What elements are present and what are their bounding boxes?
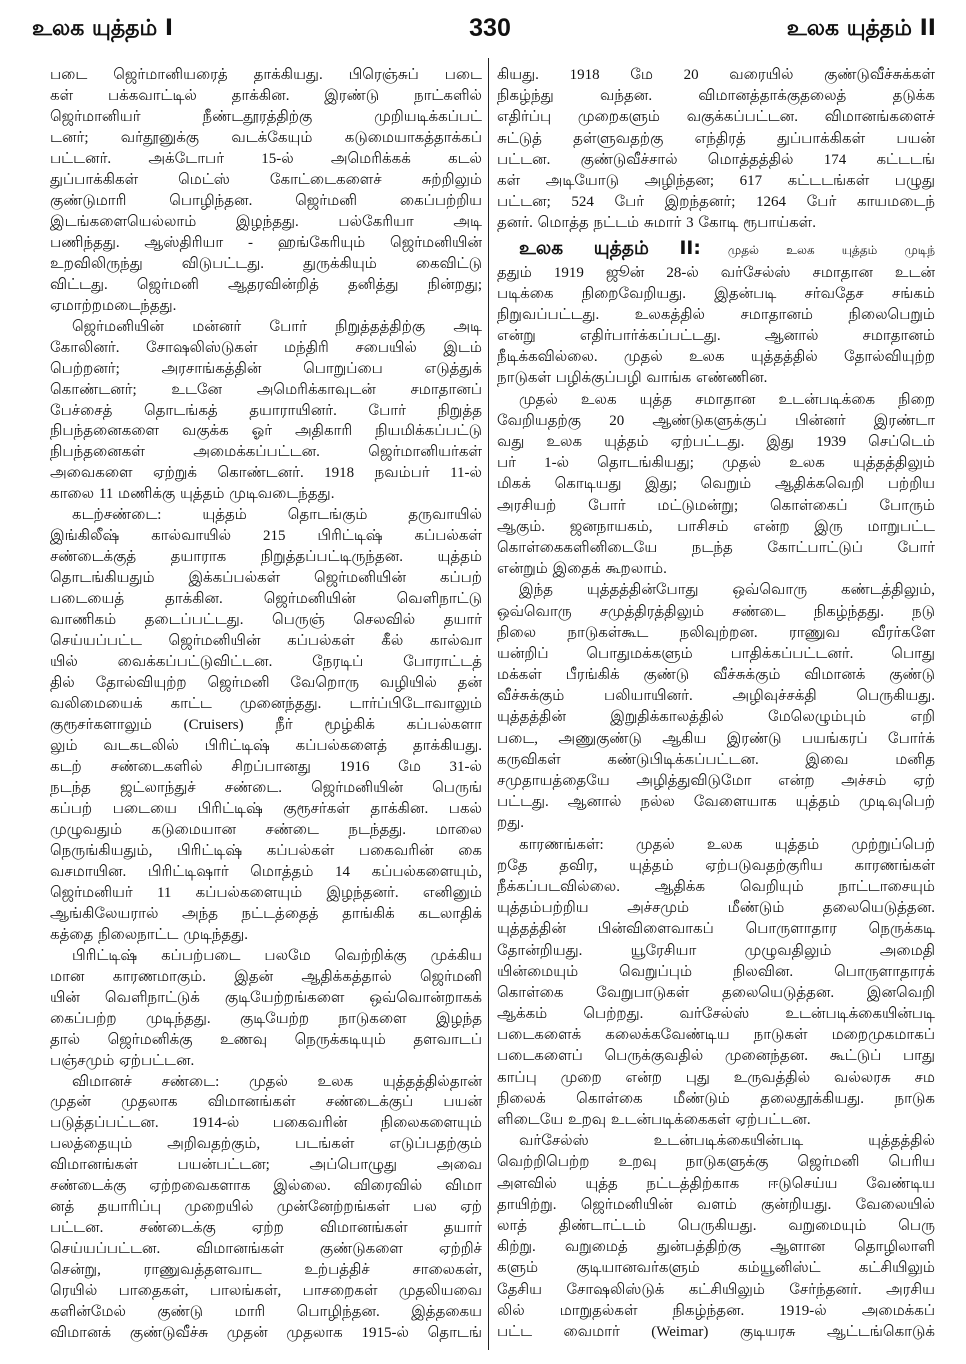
paragraph bbox=[497, 390, 935, 581]
text-line: நீக்கப்படவில்லை. ஆதிக்க வெறியும் நாட்டாசையும் bbox=[497, 878, 935, 895]
paragraph bbox=[50, 317, 482, 506]
text-line: வெற்றிபெற்ற உறவு நாடுகளுக்கு ஜெர்மனி பெரிய bbox=[497, 1154, 935, 1171]
text-line: தோன்றியது. யூரேசியா முழுவதிலும் அமைதி bbox=[497, 942, 935, 959]
text-line: செய்யப்பட்டன. விமானங்கள் குண்டுகளை ஏற்றிச் bbox=[50, 1241, 482, 1258]
paragraph bbox=[50, 65, 482, 317]
text-line: வீச்சுக்கும் பலியாயினர். அழிவுச்சக்தி பெருகியது. bbox=[497, 688, 935, 705]
paragraph bbox=[50, 946, 482, 1072]
text-line: முதன் முதலாக விமானங்கள் சண்டைக்குப் பயன் bbox=[50, 1094, 482, 1111]
text-line: அளவில் யுத்த நட்டத்திற்காக ஈடுசெய்ய வேண்டிய bbox=[497, 1175, 935, 1192]
text-line: தாயிற்று. ஜெர்மனியின் வளம் குன்றியது. வேலையில் bbox=[497, 1196, 935, 1213]
text-line bbox=[497, 235, 935, 263]
left-column bbox=[50, 65, 482, 1350]
running-head-left: உலக யுத்தம் I bbox=[32, 16, 174, 41]
text-line: தில் தோல்வியுற்ற ஜெர்மனி வேறொரு வழியில் தன் bbox=[50, 675, 482, 692]
text-line: பட்டது. ஆனால் நல்ல வேளையாக யுத்தம் முடிவுபெற் bbox=[497, 794, 935, 811]
text-line: சண்டைக்கு ஏற்றவைகளாக இல்லை. விரைவில் விமா bbox=[50, 1178, 482, 1195]
text-line: ஜெர்மனியர் 11 கப்பல்களையும் இழந்தனர். எனினும் bbox=[50, 884, 482, 901]
text-line: பலத்தையும் அறிவதற்கும், படங்கள் எடுப்பதற்கும் bbox=[50, 1136, 482, 1153]
text-line: வாணிகம் தடைப்பட்டது. பெருஞ் செலவில் தயார் bbox=[50, 612, 482, 629]
text-line: ஏமாற்றமடைந்தது. bbox=[50, 297, 177, 314]
text-line: ததும் 1919 ஜூன் 28-ல் வர்சேல்ஸ் சமாதான உடன் bbox=[497, 264, 935, 281]
paragraph bbox=[50, 1072, 482, 1345]
text-line: காரணங்கள்: முதல் உலக யுத்தம் முற்றுப்பெற் bbox=[519, 836, 935, 853]
text-line: வர்சேல்ஸ் உடன்படிக்கையின்படி யுத்தத்தில் bbox=[519, 1133, 935, 1150]
text-line: பேச்சைத் தொடங்கத் தயாராயினர். போர் நிறுத்த bbox=[50, 402, 482, 419]
text-line: யுத்தத்தின் இறுதிக்காலத்தில் மேலெழும்பும் எறி bbox=[497, 709, 935, 726]
text-line: யன்றிப் பொதுமக்களும் பாதிக்கப்பட்டனர். பொது bbox=[497, 645, 935, 662]
paragraph bbox=[497, 65, 935, 235]
text-line: நடந்த ஜட்லாந்துச் சண்டை. ஜெர்மனியின் பெருங் bbox=[50, 779, 482, 796]
text-line: நிறுவப்பட்டது. உலகத்தில் சமாதானம் நிலைபெறும் bbox=[497, 306, 935, 323]
text-line: பணிந்தது. ஆஸ்திரியா - ஹங்கேரியும் ஜெர்மனியின் bbox=[50, 234, 482, 251]
text-line: கைப்பற்ற முடிந்தது. குடியேற்ற நாடுகளை இழந்த bbox=[50, 1010, 482, 1027]
text-line: அரசியற் போர் மட்டுமன்று; கொள்கைப் போரும் bbox=[497, 497, 935, 514]
page-number: 330 bbox=[469, 14, 511, 42]
text-line: காப்பு முறை என்ற புது உருவத்தில் வல்லரசு சம bbox=[497, 1069, 935, 1086]
text-line: படிக்கை நிறைவேறியது. இதன்படி சர்வதேச சங்கம் bbox=[497, 285, 935, 302]
text-line: படைகளைப் பெருக்குவதில் முனைந்தன. கூட்டுப் பாது bbox=[497, 1048, 935, 1065]
text-line: சமுதாயத்தையே அழித்துவிடுமோ என்ற அச்சம் ஏற் bbox=[497, 773, 935, 789]
text-line: கொள்கைகளினிடையே நடந்த கோட்பாட்டுப் போர் bbox=[497, 539, 935, 556]
text-line: வது உலக யுத்தம் ஏற்பட்டது. இது 1939 செப்டெம் bbox=[497, 434, 935, 450]
text-line: மக்கள் பீரங்கிக் குண்டு வீச்சுக்கும் விமானக் குண்டு bbox=[497, 667, 935, 684]
text-line: யின்மையும் வெறுப்பும் நிலவின. பொருளாதாரக் bbox=[497, 963, 935, 980]
text-line: பஞ்சமும் ஏற்பட்டன. bbox=[50, 1052, 195, 1069]
text-line: வசமாயின. பிரிட்டிஷார் மொத்தம் 14 கப்பல்களையும், bbox=[50, 863, 482, 880]
text-line: றதே தவிர, யுத்தம் ஏற்படுவதற்குரிய காரணங்கள் bbox=[497, 857, 935, 874]
text-line: படை, அணுகுண்டு ஆகிய இரண்டு பயங்கரப் போர்க் bbox=[497, 730, 935, 747]
text-line: கள் அடியோடு அழிந்தன; 617 கட்டடங்கள் பழுது bbox=[497, 172, 935, 189]
text-line: ஜெர்மானியர் நீண்டதூரத்திற்கு முறியடிக்கப்பட் bbox=[50, 108, 482, 125]
text-line: விட்டது. ஜெர்மனி ஆதரவின்றித் தனித்து நின்றது; bbox=[50, 276, 482, 293]
text-line: கடற்சண்டை: யுத்தம் தொடங்கும் தருவாயில் bbox=[72, 507, 482, 524]
text-line: படுத்தப்பட்டன. 1914-ல் பகைவரின் நிலைகளையும் bbox=[50, 1115, 482, 1132]
text-line: ஆகும். ஜனநாயகம், பாசிசம் என்ற இரு மாறுபட்ட bbox=[497, 518, 935, 535]
text-line: இடங்களையெல்லாம் இழந்தது. பல்கேரியா அடி bbox=[50, 213, 482, 230]
text-line: படைகளைக் கலைக்கவேண்டிய நாடுகள் மறைமுகமாகப் bbox=[497, 1027, 935, 1044]
text-line: வேறியதற்கு 20 ஆண்டுகளுக்குப் பின்னர் இரண்டா bbox=[497, 412, 935, 429]
text-line: பட்டன. குண்டுவீச்சால் மொத்தத்தில் 174 கட்டடங் bbox=[497, 151, 935, 168]
text-line: விமானக் குண்டுவீச்சு முதன் முதலாக 1915-ல் தொடங் bbox=[50, 1325, 482, 1342]
text-line: இங்கிலீஷ் கால்வாயில் 215 பிரிட்டிஷ் கப்பல்கள் bbox=[50, 528, 482, 545]
text-line: நிலைக் கொள்கை மீண்டும் தலைதூக்கியது. நாடுக bbox=[497, 1090, 935, 1107]
text-line: கத்தை நிலைநாட்ட முடிந்தது. bbox=[50, 926, 248, 943]
text-line: களின்மேல் குண்டு மாரி பொழிந்தன. இத்தகைய bbox=[50, 1304, 482, 1321]
text-line: யுத்தம்பற்றிய அச்சமும் மீண்டும் தலையெடுத்தன. bbox=[497, 900, 935, 917]
text-line: எதிர்ப்பு முறைகளும் வகுக்கப்பட்டன. விமானங்களைச் bbox=[497, 109, 935, 126]
text-line: ளிடையே உறவு உடன்படிக்கைகள் ஏற்பட்டன. bbox=[497, 1112, 811, 1128]
text-line: கியது. 1918 மே 20 வரையில் குண்டுவீச்சுக்கள் bbox=[497, 67, 935, 83]
text-line: நிகழ்ந்து வந்தன. விமானத்தாக்குதலைத் தடுக்க bbox=[497, 88, 935, 105]
text-line: பட்டன; 524 பேர் இறந்தனர்; 1264 பேர் காயமடைந் bbox=[497, 194, 935, 211]
text-line: னத் தயாரிப்பு முறையில் முன்னேற்றங்கள் பல ஏற் bbox=[50, 1199, 482, 1216]
section-heading: உலக யுத்தம் II: bbox=[519, 237, 701, 259]
text-line: கள் பக்கவாட்டில் தாக்கின. இரண்டு நாட்களில் bbox=[50, 87, 482, 104]
text-line: வலிமையைக் காட்ட முனைந்தது. டார்ப்பிடோவாலும் bbox=[50, 696, 482, 713]
text-line: செய்யப்பட்ட ஜெர்மனியின் கப்பல்கள் கீல் கால்வா bbox=[50, 633, 482, 650]
text-line: பர் 1-ல் தொடங்கியது; முதல் உலக யுத்தத்திலும் bbox=[497, 455, 935, 472]
text-line: மான காரணமாகும். இதன் ஆதிக்கத்தால் ஜெர்மனி bbox=[50, 968, 482, 985]
text-line: குண்டுமாரி பொழிந்தன. ஜெர்மனி கைப்பற்றிய bbox=[50, 192, 482, 209]
text-line: லில் மாறுதல்கள் நிகழ்ந்தன. 1919-ல் அமைக்கப் bbox=[497, 1302, 935, 1319]
text-line: கொள்கை வேறுபாடுகள் தலையெடுத்தன. இனவெறி bbox=[497, 984, 935, 1001]
text-line: அவைகளை ஏற்றுக் கொண்டனர். 1918 நவம்பர் 11-ல் bbox=[50, 465, 482, 482]
right-column bbox=[497, 65, 935, 1355]
text-line: ஒவ்வொரு சமுத்திரத்திலும் சண்டை நிகழ்ந்தது. நடு bbox=[497, 603, 935, 620]
text-line: நாடுகள் பழிக்குப்பழி வாங்க எண்ணின. bbox=[497, 370, 768, 387]
text-line: தனர். மொத்த நட்டம் சுமார் 3 கோடி ரூபாய்கள். bbox=[497, 215, 816, 232]
text-line: விமானச் சண்டை: முதல் உலக யுத்தத்தில்தான் bbox=[72, 1073, 482, 1090]
text-line: கருவிகள் கண்டுபிடிக்கப்பட்டன. இவை மனித bbox=[497, 751, 935, 768]
text-line: உறவிலிருந்து விடுபட்டது. துருக்கியும் கைவிட்டு bbox=[50, 255, 482, 272]
text-line: கடற் சண்டைகளில் சிறப்பானது 1916 மே 31-ல் bbox=[50, 758, 482, 775]
text-line: முழுவதும் கடுமையான சண்டை நடந்தது. மாலை bbox=[50, 821, 482, 838]
text-line: பெற்றனர்; அரசாங்கத்தின் பொறுப்பை எடுத்துக் bbox=[50, 360, 482, 377]
text-line: தொடங்கியதும் இக்கப்பல்கள் ஜெர்மனியின் கப்பற் bbox=[50, 570, 482, 587]
paragraph bbox=[50, 505, 482, 945]
text-line: யுத்தத்தின் பின்விளைவாகப் பொருளாதார நெருக்கடி bbox=[497, 921, 935, 938]
text-line: பட்ட வைமார் (Weimar) குடியரசு ஆட்டங்கொடுக் bbox=[497, 1323, 935, 1340]
text-line: ஆக்கம் பெற்றது. வர்சேல்ஸ் உடன்படிக்கையின்படி bbox=[497, 1006, 935, 1023]
text-line: காலை 11 மணிக்கு யுத்தம் முடிவடைந்தது. bbox=[50, 486, 335, 503]
text-line: நிலை நாடுகள்கூட நலிவுற்றன. ராணுவ வீரர்களே bbox=[497, 624, 935, 641]
text-line: பட்டனர். அக்டோபர் 15-ல் அமெரிக்கக் கடல் bbox=[50, 150, 482, 167]
text-line: என்று எதிர்பார்க்கப்பட்டது. ஆனால் சமாதானம் bbox=[497, 328, 935, 345]
text-line: சண்டைக்குத் தயாராக நிறுத்தப்பட்டிருந்தன. யுத்தம் bbox=[50, 549, 482, 566]
text-line: யின் வெளிநாட்டுக் குடியேற்றங்களை ஒவ்வொன்றாகக் bbox=[50, 989, 482, 1006]
text-run: முதல் உலக யுத்தம் முடிந் bbox=[727, 242, 935, 257]
text-line: ரெயில் பாதைகள், பாலங்கள், பாசறைகள் முதலியவை bbox=[50, 1283, 482, 1300]
text-line: நிபந்தனைகளை வகுக்க ஓர் அதிகாரி நியமிக்கப்பட்டு bbox=[50, 423, 482, 440]
text-line: களும் குடியானவர்களும் கம்யூனிஸ்ட் கட்சியிலும் bbox=[497, 1260, 935, 1277]
text-line: நெருங்கியதும், பிரிட்டிஷ் கப்பல்கள் பகைவரின் கை bbox=[50, 842, 482, 859]
text-line: விமானங்கள் பயன்பட்டன; அப்பொழுது அவை bbox=[50, 1157, 482, 1174]
running-head-right: உலக யுத்தம் II bbox=[786, 16, 936, 41]
text-line: லும் வடகடலில் பிரிட்டிஷ் கப்பல்களைத் தாக்கியது. bbox=[50, 738, 482, 754]
text-line: சென்று, ராணுவத்தளவாட உற்பத்திச் சாலைகள், bbox=[50, 1262, 482, 1279]
text-line: தால் ஜெர்மனிக்கு உணவு நெருக்கடியும் தளவாடப் bbox=[50, 1031, 482, 1048]
paragraph bbox=[497, 1131, 935, 1343]
text-line: றது. bbox=[497, 815, 524, 832]
text-line: குரூசர்களாலும் (Cruisers) நீர் மூழ்கிக் கப்பல்களா bbox=[50, 717, 482, 734]
text-line: சுட்டுத் தள்ளுவதற்கு எந்திரத் துப்பாக்கிகள் பயன் bbox=[497, 130, 935, 147]
text-line: டனர்; வர்தூனுக்கு வடக்கேயும் கடுமையாகத்தாக்கப் bbox=[50, 129, 482, 146]
text-line: பட்டன. சண்டைக்கு ஏற்ற விமானங்கள் தயார் bbox=[50, 1220, 482, 1237]
text-line: படை ஜெர்மானியரைத் தாக்கியது. பிரெஞ்சுப் படை bbox=[50, 67, 482, 83]
text-line: என்றும் இதைக் கூறலாம். bbox=[497, 561, 667, 578]
text-line: இந்த யுத்தத்தின்போது ஒவ்வொரு கண்டத்திலும், bbox=[519, 582, 935, 599]
text-line: லாத் திண்டாட்டம் பெருகியது. வறுமையும் பெரு bbox=[497, 1217, 935, 1234]
text-line: நிபந்தனைகள் அமைக்கப்பட்டன. ஜெர்மானியர்கள் bbox=[50, 444, 482, 461]
text-line: கொண்டனர்; உடனே அமெரிக்காவுடன் சமாதானப் bbox=[50, 381, 482, 398]
text-line: நீடிக்கவில்லை. முதல் உலக யுத்தத்தில் தோல்வியுற்ற bbox=[497, 349, 935, 366]
text-line: கப்பற் படையை பிரிட்டிஷ் குரூசர்கள் தாக்கின. பகல் bbox=[50, 800, 482, 817]
text-line: ஜெர்மனியின் மன்னர் போர் நிறுத்தத்திற்கு அடி bbox=[72, 318, 482, 335]
paragraph bbox=[497, 235, 935, 390]
text-line: படையைத் தாக்கின. ஜெர்மனியின் வெளிநாட்டு bbox=[50, 591, 482, 608]
text-line: தேசிய சோஷலிஸ்டுக் கட்சியிலும் சேர்ந்தனர். அரசிய bbox=[497, 1281, 935, 1298]
text-line: யில் வைக்கப்பட்டுவிட்டன. நேரடிப் போராட்டத் bbox=[50, 654, 482, 671]
text-line: பிரிட்டிஷ் கப்பற்படை பலமே வெற்றிக்கு முக்கிய bbox=[72, 947, 482, 964]
text-line: கிற்று. வறுமைத் துன்பத்திற்கு ஆளான தொழிலாளி bbox=[497, 1239, 935, 1256]
text-line: ஆங்கிலேயரால் அந்த நட்டத்தைத் தாங்கிக் கடலாதிக் bbox=[50, 905, 482, 922]
text-line: மிகக் கொடியது இது; வெறும் ஆதிக்கவெறி பற்றிய bbox=[497, 476, 935, 493]
text-line: கோலினர். சோஷலிஸ்டுகள் மந்திரி சபையில் இடம் bbox=[50, 339, 482, 356]
text-line: முதல் உலக யுத்த சமாதான உடன்படிக்கை நிறை bbox=[519, 391, 935, 408]
paragraph bbox=[497, 580, 935, 834]
paragraph bbox=[497, 835, 935, 1132]
column-divider bbox=[488, 58, 489, 1350]
text-line: துப்பாக்கிகள் மெட்ஸ் கோட்டைகளைச் சுற்றிலும் bbox=[50, 171, 482, 188]
